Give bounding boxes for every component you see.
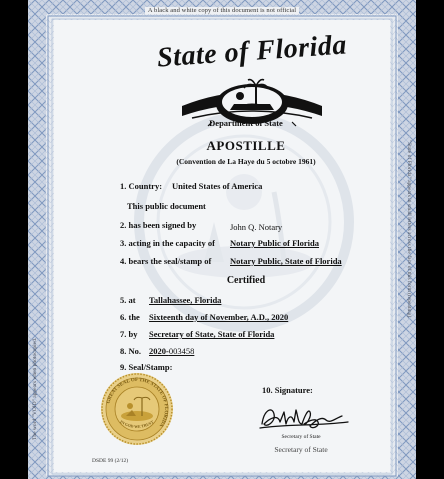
field-country — [120, 181, 263, 191]
at-label: 5. at — [120, 295, 136, 305]
apostille-heading: APOSTILLE — [206, 138, 286, 153]
number-value — [149, 346, 194, 356]
field-number — [120, 346, 195, 356]
seal-motto: IN GOD WE TRUST — [119, 418, 155, 430]
signature-label: 10. Signature: — [262, 385, 313, 395]
field-by — [120, 329, 275, 339]
copy-notice — [28, 7, 416, 14]
by-value: Secretary of State, State of Florida — [149, 329, 275, 339]
department-label: Department of State — [209, 118, 283, 128]
certified-heading: Certified — [226, 275, 266, 286]
number-value-suffix: 003458 — [168, 346, 195, 356]
copy-notice-text: A black and white copy of this document is not official — [145, 7, 299, 14]
public-document-label: This public document — [127, 201, 206, 211]
field-public-document — [127, 201, 206, 211]
field-at — [120, 295, 222, 305]
seal-ring-text: GREAT SEAL OF THE STATE OF FLORIDA — [106, 377, 169, 428]
field-capacity — [120, 238, 320, 248]
the-value: Sixteenth day of November, A.D., 2020 — [149, 312, 289, 322]
side-security-text-left: The word "VOID" appears when photocopied. — [32, 337, 38, 440]
signed-by-label: 2. has been signed by — [120, 220, 197, 230]
form-code: DSDE 99 (2/12) — [92, 458, 129, 464]
side-security-text-right: "State of Florida" appears in small letters across the face of this form (repeating). — [406, 140, 412, 319]
the-label: 6. the — [120, 312, 140, 322]
number-value-prefix: 2020- — [149, 346, 169, 356]
convention-subtitle: (Convention de La Haye du 5 octobre 1961) — [176, 157, 316, 166]
signed-by-value: John Q. Notary — [230, 222, 283, 232]
seal-of-value: Notary Public, State of Florida — [230, 256, 342, 266]
seal-of-label: 4. bears the seal/stamp of — [120, 256, 212, 266]
state-of-florida-title: State of Florida — [156, 29, 348, 74]
number-label: 8. No. — [120, 346, 142, 356]
field-signed-by — [120, 220, 283, 232]
by-label: 7. by — [120, 329, 138, 339]
field-the — [120, 312, 289, 322]
signature-small-title: Secretary of State — [281, 434, 321, 440]
field-seal-of — [120, 256, 342, 266]
field-seal-stamp — [120, 362, 172, 372]
seal-stamp-label: 9. Seal/Stamp: — [120, 362, 173, 372]
apostille-sheet — [28, 0, 416, 479]
great-seal-gold-icon — [100, 372, 174, 446]
country-value: United States of America — [172, 181, 263, 191]
country-label: 1. Country: — [120, 181, 163, 191]
at-value: Tallahassee, Florida — [149, 295, 222, 305]
capacity-value: Notary Public of Florida — [230, 238, 320, 248]
handwritten-signature-icon — [256, 400, 352, 434]
signature-title: Secretary of State — [274, 445, 328, 454]
capacity-label: 3. acting in the capacity of — [120, 238, 215, 248]
